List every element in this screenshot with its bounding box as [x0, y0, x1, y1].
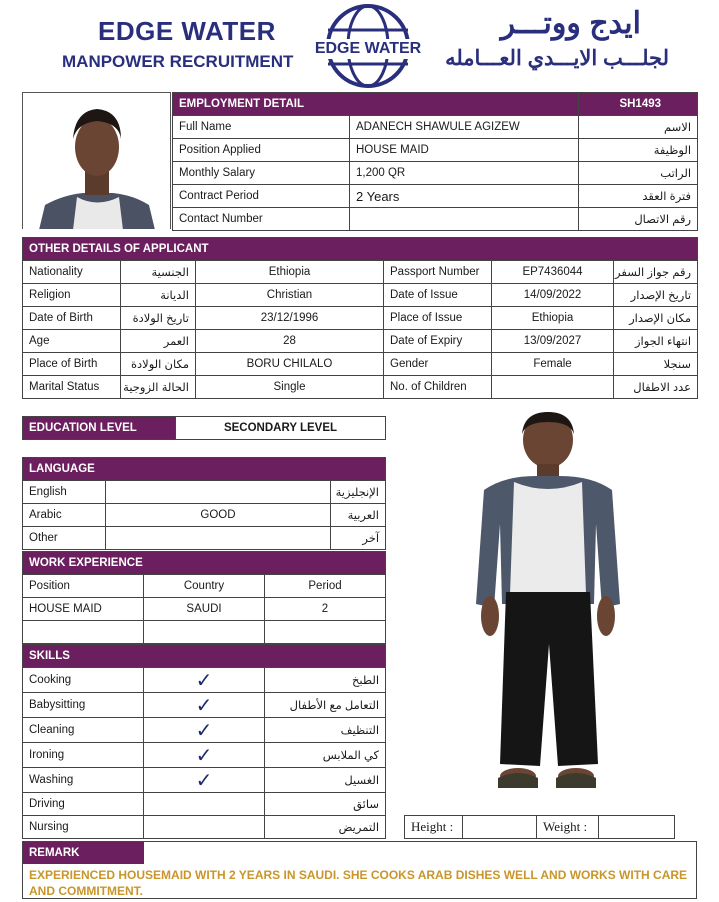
- field-value: EP7436044: [492, 261, 614, 284]
- field-label-arabic: الحالة الزوجية: [121, 376, 196, 399]
- table-row: [173, 208, 698, 231]
- remark-title: REMARK: [23, 842, 144, 864]
- field-value: Female: [492, 353, 614, 376]
- table-header-row: [23, 575, 386, 598]
- field-label: Age: [23, 330, 121, 353]
- table-row: [23, 527, 386, 550]
- field-label-arabic: سنجلا: [614, 353, 698, 376]
- field-label: Place of Issue: [384, 307, 492, 330]
- field-value: [350, 208, 579, 231]
- education-table: [22, 416, 386, 440]
- field-value: Ethiopia: [492, 307, 614, 330]
- table-cell: [23, 621, 144, 644]
- field-label-arabic: الراتب: [579, 162, 698, 185]
- field-label: Contract Period: [173, 185, 350, 208]
- language-name-arabic: الإنجليزية: [331, 481, 386, 504]
- other-details-title: OTHER DETAILS OF APPLICANT: [23, 238, 698, 261]
- table-cell: SAUDI: [144, 598, 265, 621]
- field-label: Place of Birth: [23, 353, 121, 376]
- field-value: HOUSE MAID: [350, 139, 579, 162]
- field-value: 2 Years: [350, 185, 579, 208]
- skill-name-arabic: التعامل مع الأطفال: [265, 693, 386, 718]
- employment-table: [172, 92, 698, 231]
- language-level: [106, 481, 331, 504]
- field-label: Full Name: [173, 116, 350, 139]
- field-value: 1,200 QR: [350, 162, 579, 185]
- header: [0, 0, 719, 90]
- language-level: [106, 527, 331, 550]
- field-label: Date of Issue: [384, 284, 492, 307]
- measurements-table: [404, 815, 675, 839]
- arabic-brand-line1: ايدج ووتـــر: [500, 7, 641, 40]
- skill-name-arabic: الغسيل: [265, 768, 386, 793]
- applicant-photo-full-body: [404, 404, 697, 809]
- field-value: 23/12/1996: [196, 307, 384, 330]
- table-row: [173, 185, 698, 208]
- field-label: Date of Expiry: [384, 330, 492, 353]
- field-label: Religion: [23, 284, 121, 307]
- language-title: LANGUAGE: [23, 458, 386, 481]
- table-row: [23, 261, 698, 284]
- checkmark-icon: ✓: [195, 718, 213, 742]
- table-cell: [144, 621, 265, 644]
- field-label-arabic: رقم الاتصال: [579, 208, 698, 231]
- reference-number: SH1493: [579, 93, 698, 116]
- table-row: [23, 481, 386, 504]
- table-row: [23, 353, 698, 376]
- field-label: Marital Status: [23, 376, 121, 399]
- field-label-arabic: العمر: [121, 330, 196, 353]
- education-label: EDUCATION LEVEL: [23, 417, 176, 440]
- field-label-arabic: الجنسية: [121, 261, 196, 284]
- language-name-arabic: العربية: [331, 504, 386, 527]
- field-label: Date of Birth: [23, 307, 121, 330]
- field-label-arabic: فترة العقد: [579, 185, 698, 208]
- field-label: Nationality: [23, 261, 121, 284]
- height-value: [463, 816, 537, 839]
- field-value: 13/09/2027: [492, 330, 614, 353]
- language-name: Arabic: [23, 504, 106, 527]
- skill-name-arabic: التمريض: [265, 816, 386, 839]
- language-name: Other: [23, 527, 106, 550]
- checkmark-icon: ✓: [195, 668, 213, 692]
- field-value: 14/09/2022: [492, 284, 614, 307]
- skill-name: Ironing: [23, 743, 144, 768]
- language-level: GOOD: [106, 504, 331, 527]
- table-row: [23, 330, 698, 353]
- field-value: Ethiopia: [196, 261, 384, 284]
- field-label-arabic: الاسم: [579, 116, 698, 139]
- field-value: Christian: [196, 284, 384, 307]
- column-header: Position: [23, 575, 144, 598]
- field-label-arabic: رقم جواز السفر: [614, 261, 698, 284]
- arabic-brand-line2: لجلـــب الايـــدي العـــامله: [445, 47, 669, 70]
- table-row: [23, 621, 386, 644]
- employment-title: EMPLOYMENT DETAIL: [173, 93, 579, 116]
- skill-name: Driving: [23, 793, 144, 816]
- skill-name: Cleaning: [23, 718, 144, 743]
- table-cell: [265, 621, 386, 644]
- checkmark-icon: ✓: [195, 743, 213, 767]
- table-row: [23, 307, 698, 330]
- field-label-arabic: تاريخ الإصدار: [614, 284, 698, 307]
- field-label-arabic: الديانة: [121, 284, 196, 307]
- weight-label: Weight :: [537, 816, 599, 839]
- skills-table: [22, 644, 386, 839]
- weight-value: [599, 816, 675, 839]
- skill-name-arabic: كي الملابس: [265, 743, 386, 768]
- checkmark-icon: ✓: [195, 768, 213, 792]
- field-value: ADANECH SHAWULE AGIZEW: [350, 116, 579, 139]
- skill-name-arabic: الطبخ: [265, 668, 386, 693]
- column-header: Country: [144, 575, 265, 598]
- language-name: English: [23, 481, 106, 504]
- field-label-arabic: تاريخ الولادة: [121, 307, 196, 330]
- table-row: [173, 139, 698, 162]
- table-row: [23, 693, 386, 718]
- checkmark-icon: ✓: [195, 693, 213, 717]
- field-label: No. of Children: [384, 376, 492, 399]
- field-value: 28: [196, 330, 384, 353]
- remark-section: [22, 841, 697, 899]
- table-cell: HOUSE MAID: [23, 598, 144, 621]
- field-value: [492, 376, 614, 399]
- skill-name: Washing: [23, 768, 144, 793]
- logo-text: EDGE WATER: [314, 40, 422, 57]
- field-label: Position Applied: [173, 139, 350, 162]
- field-value: Single: [196, 376, 384, 399]
- height-label: Height :: [405, 816, 463, 839]
- field-label: Contact Number: [173, 208, 350, 231]
- table-row: [23, 668, 386, 693]
- table-row: [173, 162, 698, 185]
- field-label: Gender: [384, 353, 492, 376]
- table-row: [23, 816, 386, 839]
- table-cell: 2: [265, 598, 386, 621]
- field-label-arabic: الوظيفة: [579, 139, 698, 162]
- language-name-arabic: آخر: [331, 527, 386, 550]
- language-table: [22, 457, 386, 550]
- table-row: [173, 116, 698, 139]
- skill-name: Cooking: [23, 668, 144, 693]
- table-row: [23, 718, 386, 743]
- table-row: [23, 793, 386, 816]
- applicant-photo-portrait: [22, 92, 171, 229]
- brand-line1: EDGE WATER: [98, 16, 276, 46]
- other-details-table: [22, 237, 698, 399]
- field-label-arabic: انتهاء الجواز: [614, 330, 698, 353]
- globe-logo-icon: [312, 4, 424, 88]
- field-label-arabic: مكان الولادة: [121, 353, 196, 376]
- education-value: SECONDARY LEVEL: [176, 417, 386, 440]
- skill-name: Babysitting: [23, 693, 144, 718]
- field-label: Passport Number: [384, 261, 492, 284]
- field-value: BORU CHILALO: [196, 353, 384, 376]
- table-row: [23, 598, 386, 621]
- skill-name-arabic: سائق: [265, 793, 386, 816]
- remark-text: EXPERIENCED HOUSEMAID WITH 2 YEARS IN SAUDI. SHE COOKS ARAB DISHES WELL AND WORKS WITH CARE AND COMMITMENT.: [29, 868, 688, 898]
- field-label-arabic: مكان الإصدار: [614, 307, 698, 330]
- skill-name-arabic: التنظيف: [265, 718, 386, 743]
- table-row: [23, 284, 698, 307]
- field-label-arabic: عدد الاطفال: [614, 376, 698, 399]
- brand-line2: MANPOWER RECRUITMENT: [62, 52, 294, 71]
- table-row: [23, 504, 386, 527]
- work-experience-table: [22, 551, 386, 644]
- field-label: Monthly Salary: [173, 162, 350, 185]
- column-header: Period: [265, 575, 386, 598]
- skills-title: SKILLS: [23, 645, 386, 668]
- skill-name: Nursing: [23, 816, 144, 839]
- table-row: [23, 376, 698, 399]
- table-row: [23, 768, 386, 793]
- work-experience-title: WORK EXPERIENCE: [23, 552, 386, 575]
- table-row: [23, 743, 386, 768]
